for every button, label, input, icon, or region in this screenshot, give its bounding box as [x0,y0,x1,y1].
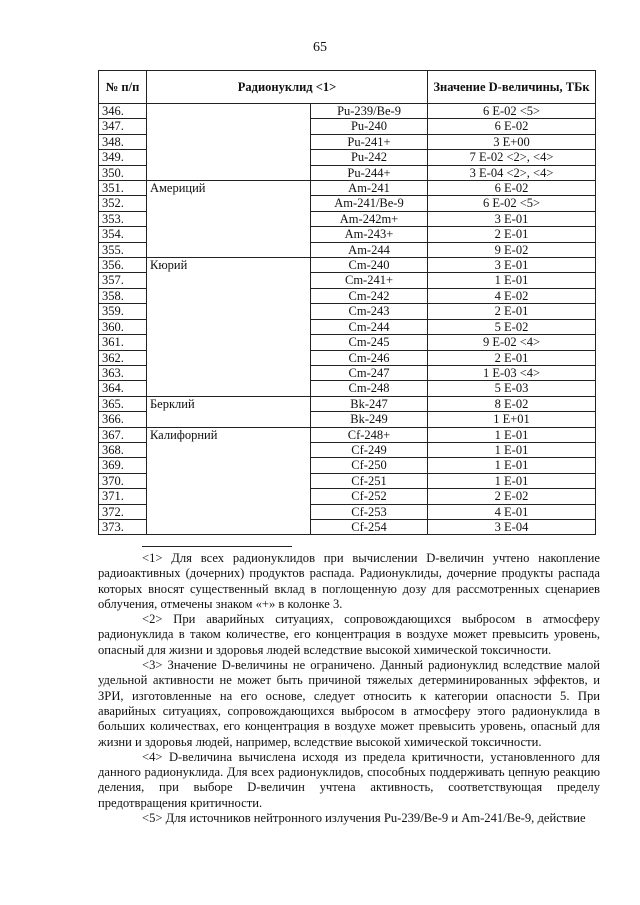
row-number: 350. [99,165,147,180]
row-number: 370. [99,473,147,488]
row-number: 349. [99,150,147,165]
element-group [147,381,311,396]
row-number: 368. [99,442,147,457]
nuclide-name: Am-244 [311,242,428,257]
row-number: 373. [99,519,147,534]
d-value: 1 E-01 [428,273,596,288]
row-number: 359. [99,304,147,319]
table-row [99,365,596,380]
element-group [147,104,311,119]
element-group [147,196,311,211]
nuclide-name: Cm-240 [311,258,428,273]
element-group [147,119,311,134]
row-number: 357. [99,273,147,288]
element-group: Берклий [147,396,311,411]
d-value: 4 E-02 [428,288,596,303]
nuclide-name: Cm-248 [311,381,428,396]
row-number: 346. [99,104,147,119]
nuclide-name: Cf-248+ [311,427,428,442]
d-value: 1 E-01 [428,442,596,457]
table-row [99,304,596,319]
d-value: 1 E-01 [428,473,596,488]
row-number: 355. [99,242,147,257]
nuclide-name: Am-243+ [311,227,428,242]
row-number: 354. [99,227,147,242]
element-group [147,304,311,319]
nuclide-name: Cf-254 [311,519,428,534]
nuclide-name: Cm-245 [311,335,428,350]
page-number: 65 [313,40,327,55]
row-number: 367. [99,427,147,442]
d-value: 3 E-01 [428,258,596,273]
d-value: 1 E-03 <4> [428,365,596,380]
table-row [99,196,596,211]
d-value: 5 E-02 [428,319,596,334]
element-group [147,211,311,226]
d-value: 8 E-02 [428,396,596,411]
header-value: Значение D-величины, ТБк [428,71,596,104]
table-row [99,119,596,134]
d-value: 6 E-02 [428,119,596,134]
d-value: 2 E-02 [428,489,596,504]
d-value: 6 E-02 <5> [428,104,596,119]
footnote-4: <4> D-величина вычислена исходя из предела критичности, установленного для данного радионуклида. Для всех радионуклидов, способных поддерживать цепную реакцию деления, при выборе D-величин учтена активность, соответствующая пределу предотвращения критичности. [98,749,600,810]
d-value: 6 E-02 <5> [428,196,596,211]
table-row [99,150,596,165]
table-row [99,319,596,334]
d-value: 2 E-01 [428,350,596,365]
nuclide-name: Cf-251 [311,473,428,488]
row-number: 358. [99,288,147,303]
element-group [147,350,311,365]
table-body [99,104,596,535]
element-group [147,242,311,257]
table-row [99,396,596,411]
table-row [99,227,596,242]
row-number: 366. [99,412,147,427]
footnotes [98,546,600,826]
nuclide-name: Am-242m+ [311,211,428,226]
nuclide-name: Cm-244 [311,319,428,334]
nuclide-name: Cf-250 [311,458,428,473]
table-row [99,412,596,427]
element-group [147,273,311,288]
nuclide-name: Bk-247 [311,396,428,411]
row-number: 363. [99,365,147,380]
element-group [147,365,311,380]
table-row [99,350,596,365]
element-group [147,489,311,504]
d-value: 3 E+00 [428,134,596,149]
row-number: 372. [99,504,147,519]
nuclide-name: Cm-246 [311,350,428,365]
footnote-1: <1> Для всех радионуклидов при вычислении D-величин учтено накопление радиоактивных (дочерних) продуктов распада. Радионуклиды, дочерние продукты распада которых вносят существенный вклад в поглощенную дозу для рассмотренных сценариев облучения, отмечены знаком «+» в колонке 3. [98,551,600,611]
nuclide-name: Am-241/Be-9 [311,196,428,211]
d-value: 9 E-02 <4> [428,335,596,350]
row-number: 352. [99,196,147,211]
radionuclide-table [98,70,596,535]
nuclide-name: Cf-252 [311,489,428,504]
d-value: 7 E-02 <2>, <4> [428,150,596,165]
footnote-divider [142,546,292,547]
table-row [99,134,596,149]
element-group [147,165,311,180]
table-row [99,242,596,257]
element-group: Калифорний [147,427,311,442]
nuclide-name: Cm-242 [311,288,428,303]
element-group [147,227,311,242]
element-group [147,288,311,303]
element-group: Кюрий [147,258,311,273]
nuclide-name: Cm-241+ [311,273,428,288]
d-value: 3 E-01 [428,211,596,226]
element-group [147,473,311,488]
nuclide-name: Pu-240 [311,119,428,134]
element-group [147,335,311,350]
row-number: 356. [99,258,147,273]
table-row [99,473,596,488]
nuclide-name: Pu-242 [311,150,428,165]
footnote-3: <3> Значение D-величины не ограничено. Данный радионуклид вследствие малой удельной активности не может быть причиной тяжелых детерминированных эффектов, и ЗРИ, изготовленные на его основе, следует относить к категории опасности 5. При аварийных ситуациях, сопровождающихся выбросом в атмосферу этого радионуклида в больших количествах, его концентрация в воздухе может превысить уровень, опасный для жизни и здоровья людей, например, вследствие высокой химической токсичности. [98,658,600,749]
nuclide-name: Pu-241+ [311,134,428,149]
d-value: 4 E-01 [428,504,596,519]
row-number: 365. [99,396,147,411]
nuclide-name: Am-241 [311,181,428,196]
nuclide-name: Pu-239/Be-9 [311,104,428,119]
element-group [147,519,311,534]
table-row [99,181,596,196]
table-row [99,427,596,442]
element-group [147,458,311,473]
d-value: 1 E+01 [428,412,596,427]
header-num: № п/п [99,71,147,104]
table-row [99,335,596,350]
table-row [99,288,596,303]
footnote-5: <5> Для источников нейтронного излучения Pu-239/Be-9 и Am-241/Be-9, действие [142,811,586,826]
nuclide-name: Bk-249 [311,412,428,427]
row-number: 360. [99,319,147,334]
element-group [147,412,311,427]
row-number: 347. [99,119,147,134]
element-group [147,319,311,334]
table-row [99,519,596,534]
nuclide-name: Cf-253 [311,504,428,519]
table-row [99,442,596,457]
element-group: Америций [147,181,311,196]
element-group [147,442,311,457]
table-row [99,489,596,504]
d-value: 2 E-01 [428,227,596,242]
table-row [99,458,596,473]
nuclide-name: Cf-249 [311,442,428,457]
d-value: 2 E-01 [428,304,596,319]
row-number: 371. [99,489,147,504]
row-number: 353. [99,211,147,226]
row-number: 348. [99,134,147,149]
table-row [99,211,596,226]
table-row [99,381,596,396]
table-row [99,165,596,180]
row-number: 351. [99,181,147,196]
d-value: 5 E-03 [428,381,596,396]
row-number: 364. [99,381,147,396]
element-group [147,134,311,149]
nuclide-name: Pu-244+ [311,165,428,180]
table-row [99,104,596,119]
row-number: 369. [99,458,147,473]
row-number: 361. [99,335,147,350]
table-row [99,273,596,288]
header-nuclide: Радионуклид <1> [147,71,428,104]
d-value: 1 E-01 [428,427,596,442]
row-number: 362. [99,350,147,365]
d-value: 3 E-04 [428,519,596,534]
table-row [99,504,596,519]
d-value: 1 E-01 [428,458,596,473]
nuclide-name: Cm-247 [311,365,428,380]
d-value: 3 E-04 <2>, <4> [428,165,596,180]
table-row [99,258,596,273]
d-value: 9 E-02 [428,242,596,257]
element-group [147,504,311,519]
d-value: 6 E-02 [428,181,596,196]
footnote-2: <2> При аварийных ситуациях, сопровождающихся выбросом в атмосферу радионуклида в таком количестве, его концентрация в воздухе может превысить уровень, опасный для жизни и здоровья людей вследствие высокой химической токсичности. [98,612,600,657]
table-header-row [99,71,596,104]
element-group [147,150,311,165]
nuclide-name: Cm-243 [311,304,428,319]
